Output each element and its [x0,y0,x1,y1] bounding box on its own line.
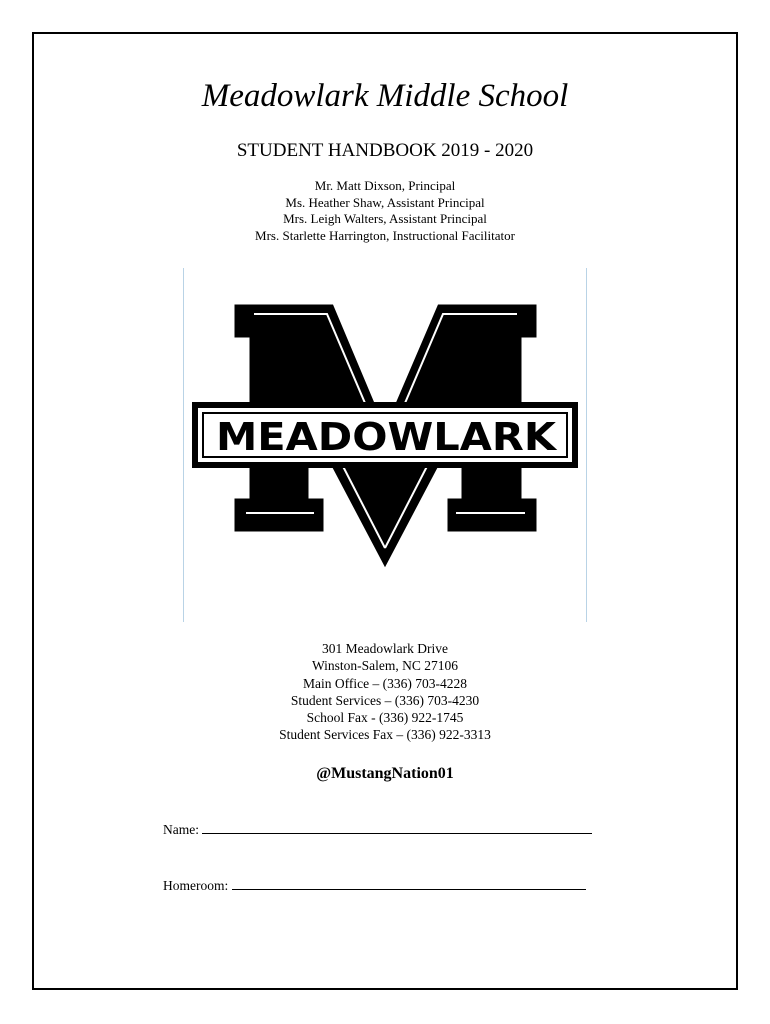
meadowlark-m-logo [184,268,588,622]
street-address: 301 Meadowlark Drive [322,641,448,656]
student-services-phone: Student Services – (336) 703-4230 [290,692,480,708]
staff-assistant-principal-2: Mrs. Leigh Walters, Assistant Principal [283,211,487,226]
student-services-fax: Student Services Fax – (336) 922-3313 [279,727,491,743]
name-field[interactable] [163,820,592,839]
staff-principal: Mr. Matt Dixson, Principal [314,178,456,193]
main-office-phone: Main Office – (336) 703-4228 [303,675,467,691]
contact-block [0,640,770,744]
staff-assistant-principal-1: Ms. Heather Shaw, Assistant Principal [285,194,485,210]
name-blank-line[interactable] [202,820,592,834]
social-handle: @MustangNation01 [316,765,454,782]
school-logo [183,268,587,622]
homeroom-blank-line[interactable] [232,876,586,890]
homeroom-label: Homeroom: [163,878,229,893]
homeroom-field[interactable] [163,876,586,895]
school-title: Meadowlark Middle School [201,78,569,114]
staff-instructional-facilitator: Mrs. Starlette Harrington, Instructional Facilitator [255,227,515,243]
staff-list [0,178,770,244]
handbook-subtitle: STUDENT HANDBOOK 2019 - 2020 [236,140,534,161]
school-fax: School Fax - (336) 922-1745 [306,710,464,726]
logo-banner-text: MEADOWLARK [216,415,558,459]
city-state-zip: Winston-Salem, NC 27106 [311,658,459,674]
name-label: Name: [163,822,199,837]
